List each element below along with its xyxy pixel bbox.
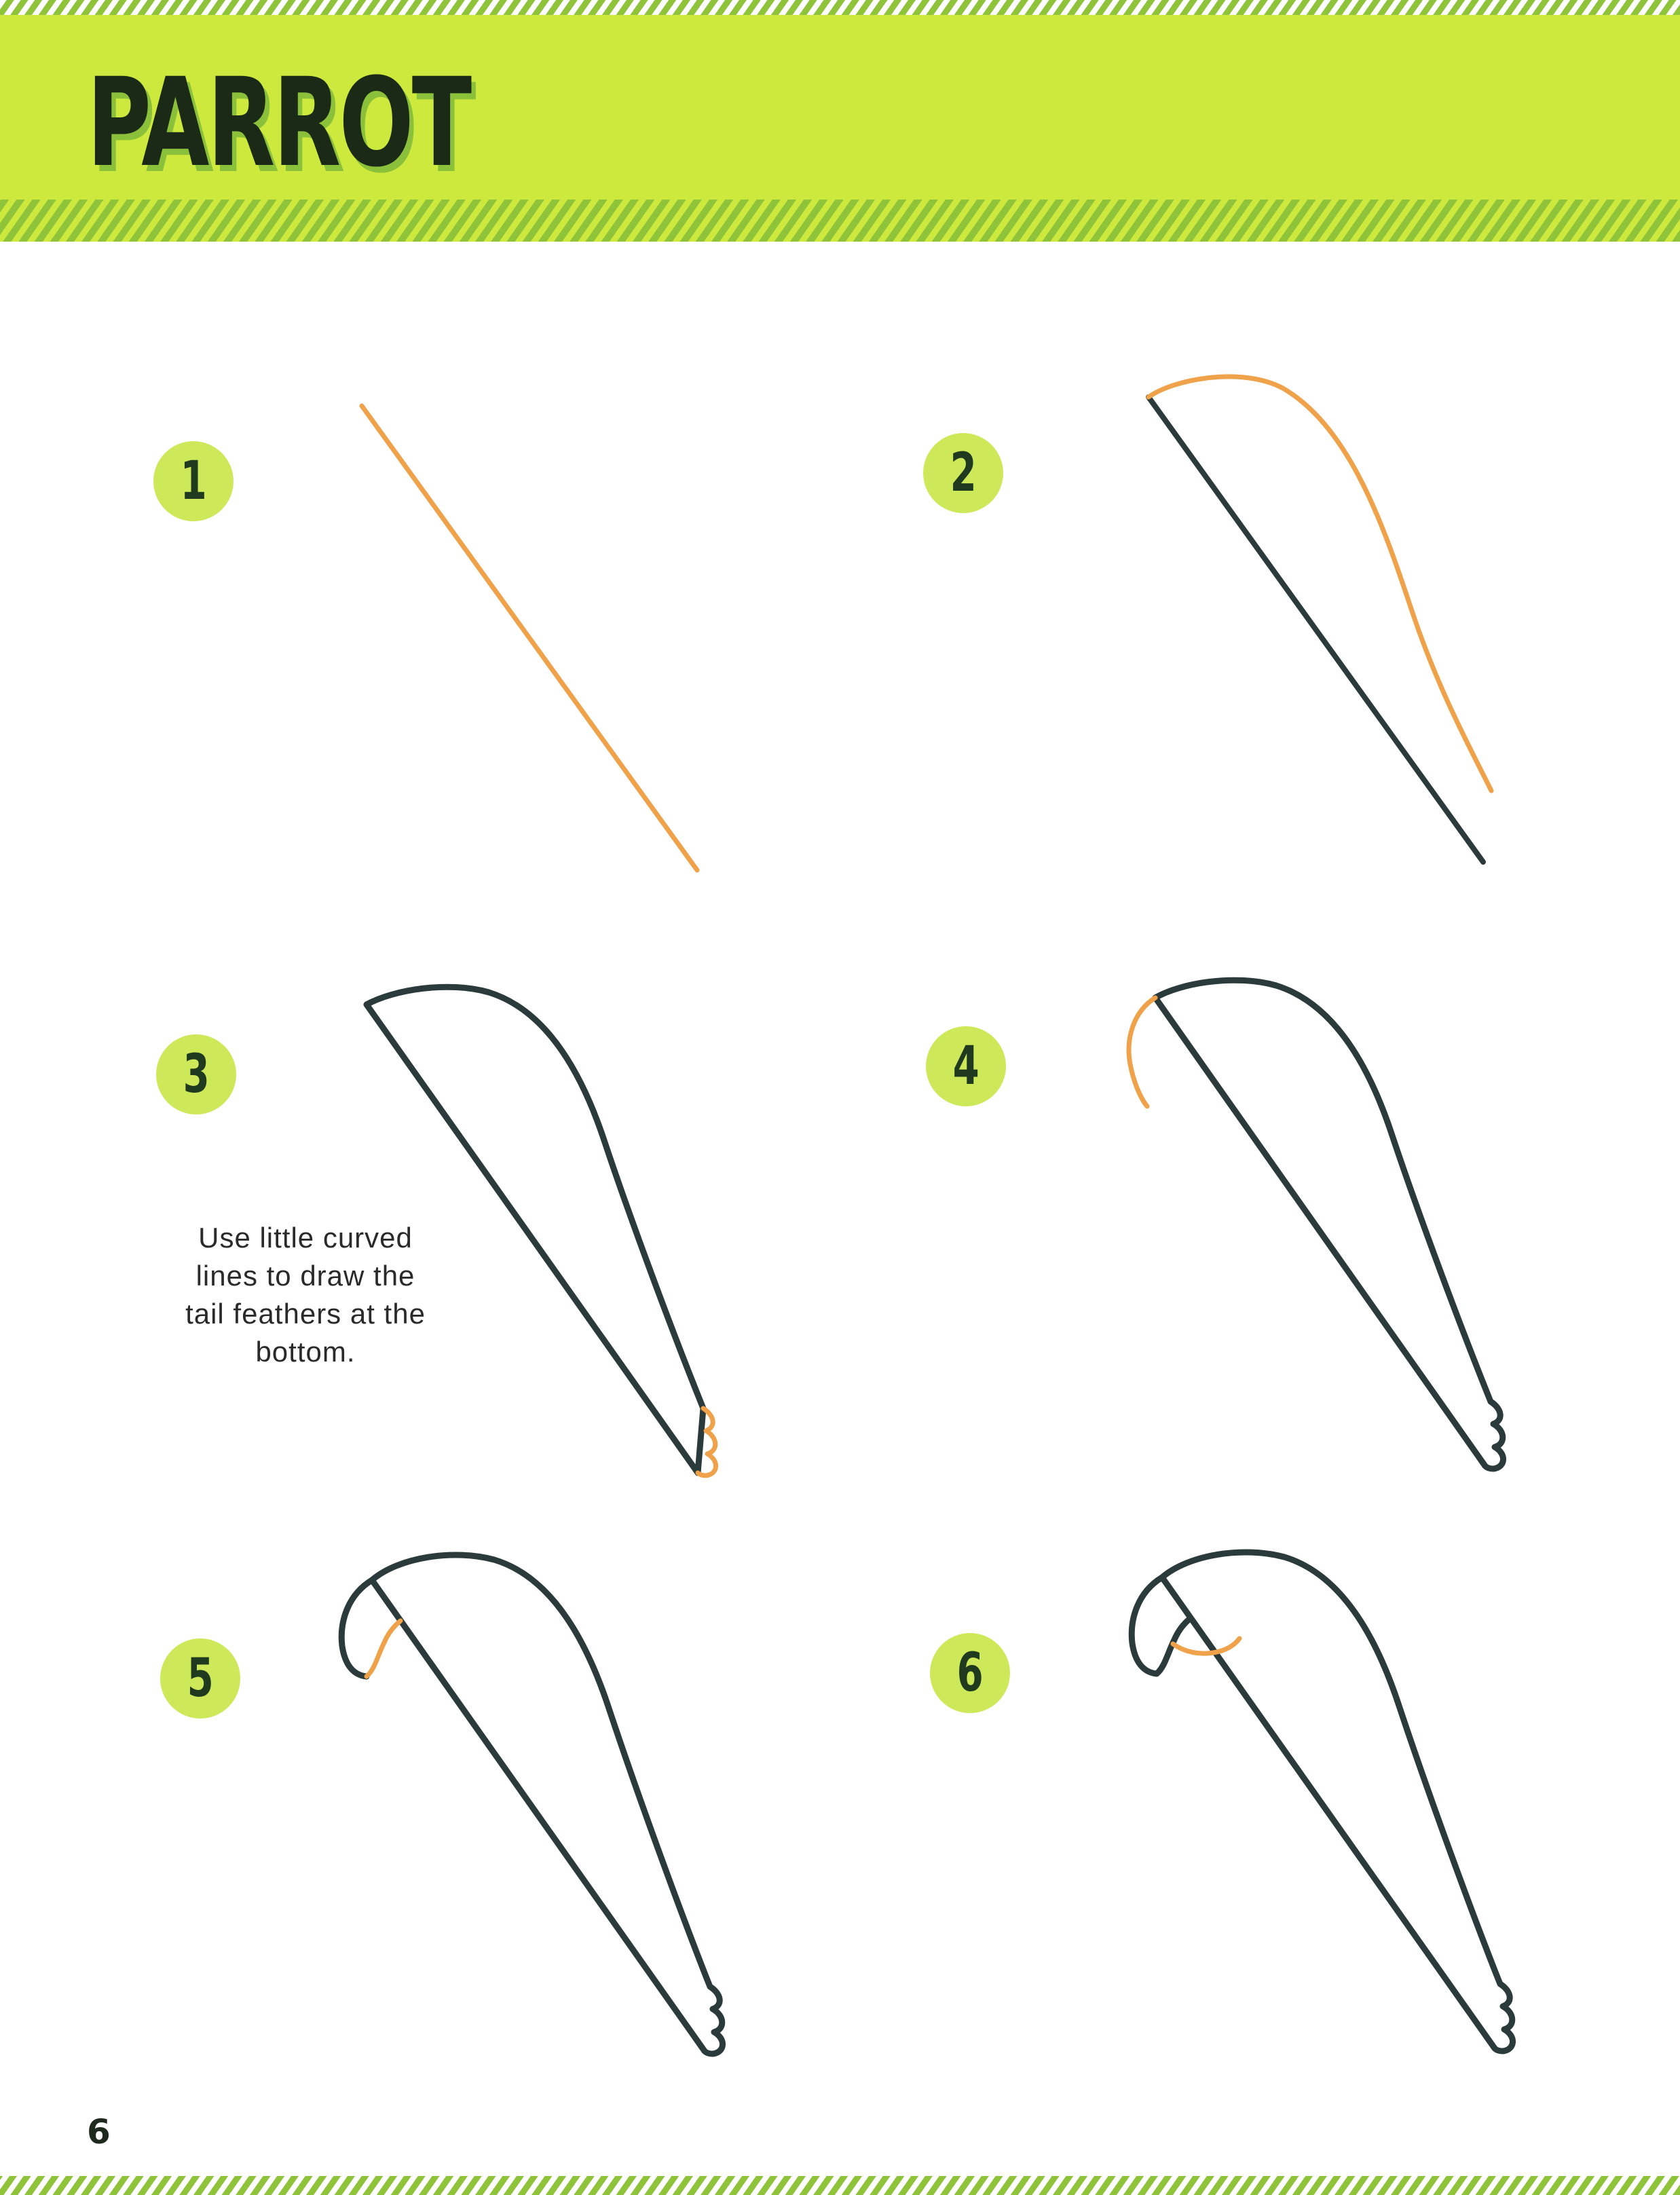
step-2-drawing <box>1149 377 1491 862</box>
step-5-outline <box>372 1555 723 2054</box>
step-1-new-line <box>362 406 697 870</box>
step-4-number: 4 <box>952 1036 979 1097</box>
bottom-stripe-border <box>0 2176 1680 2195</box>
step-2-new-line <box>1149 377 1491 791</box>
step-4-drawing <box>1129 980 1503 1469</box>
step-5-drawing <box>341 1555 722 2054</box>
step-4-outline <box>1155 980 1504 1469</box>
step-3-number: 3 <box>183 1044 210 1105</box>
step-5-new-line <box>367 1621 400 1676</box>
step-6-drawing <box>1132 1552 1512 2051</box>
step-5-head-curve <box>341 1580 372 1676</box>
page-number: 6 <box>87 2112 111 2152</box>
step-6-outline <box>1162 1552 1513 2051</box>
step-1-drawing <box>362 406 697 870</box>
step-6-head-curve <box>1132 1577 1191 1674</box>
step-4-new-line <box>1129 998 1155 1106</box>
step-2-outline <box>1149 397 1483 862</box>
step-2-number: 2 <box>950 443 977 504</box>
step-5-number: 5 <box>187 1648 214 1709</box>
page-title: PARROT <box>87 52 470 194</box>
step-3-instruction-text: Use little curved lines to draw the tail feathers at the bottom. <box>185 1222 426 1368</box>
step-6-number: 6 <box>956 1643 984 1704</box>
step-1-number: 1 <box>180 451 207 512</box>
